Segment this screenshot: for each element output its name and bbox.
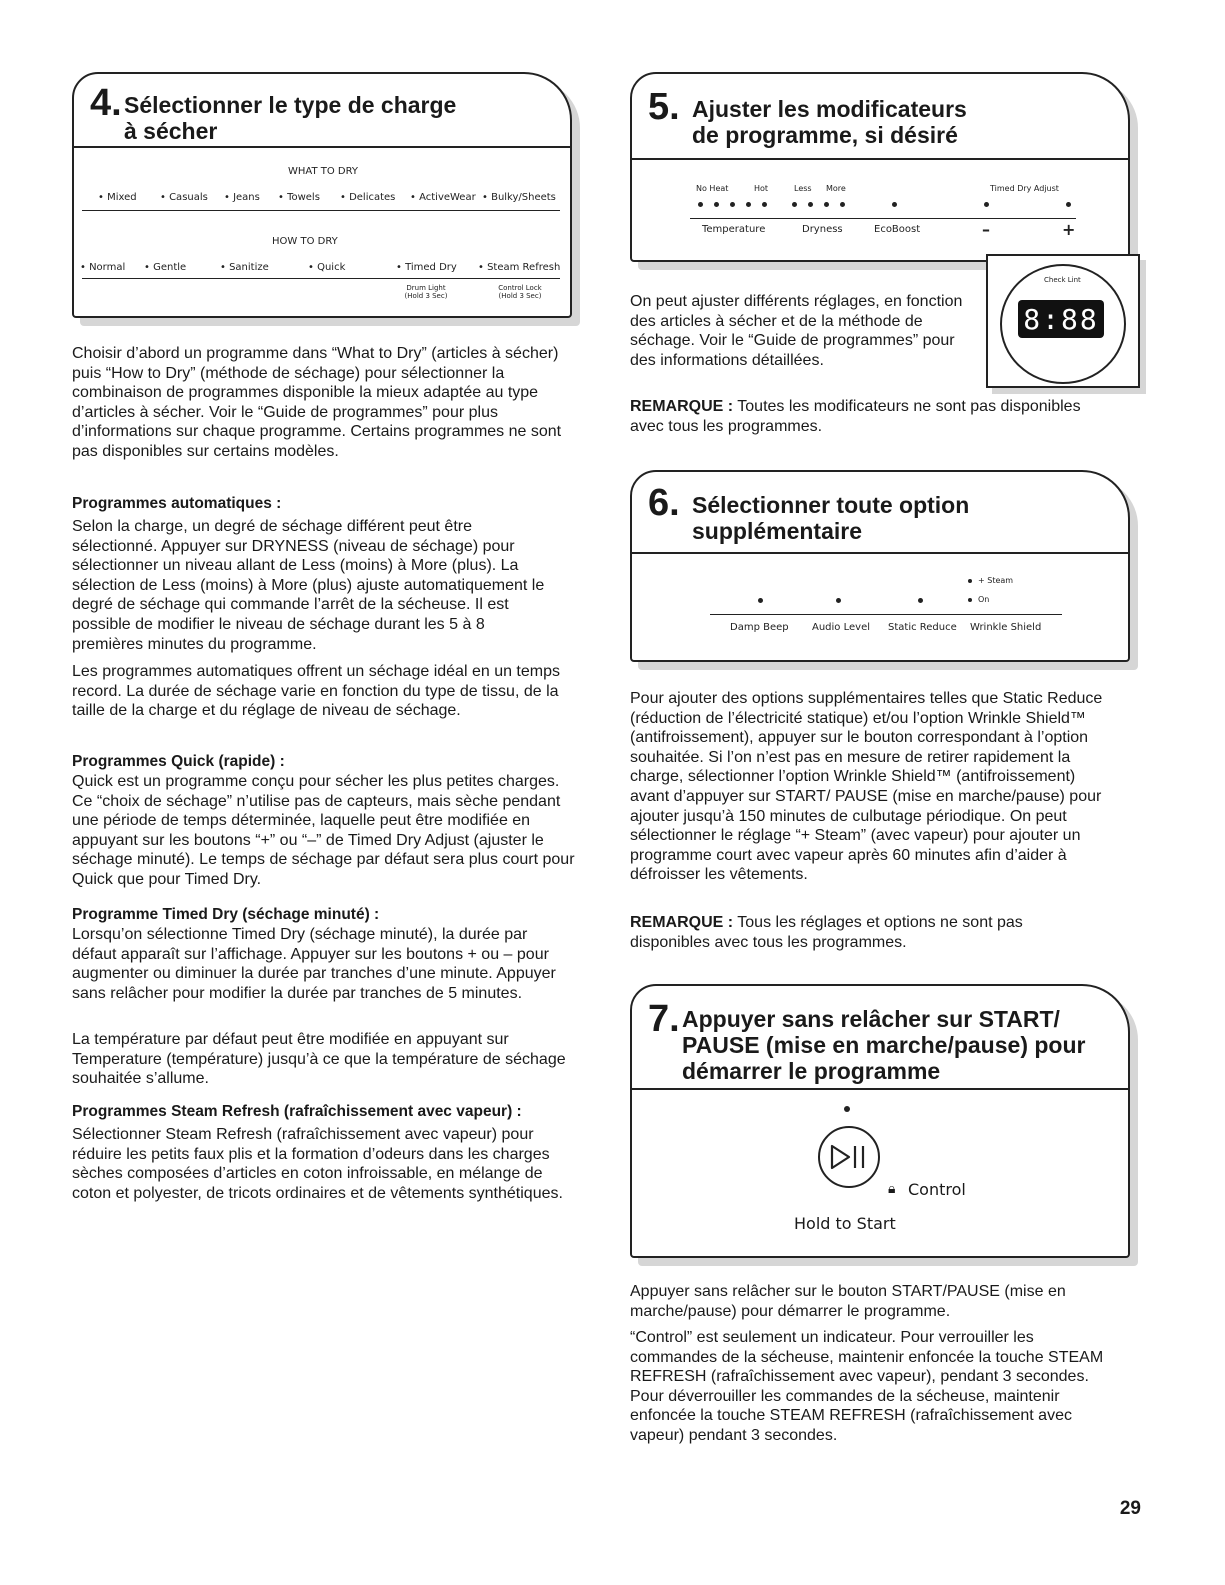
how-to-dry-rule [82,278,560,279]
step5-rule [690,218,1076,219]
auto-heading: Programmes automatiques : [72,495,282,512]
step7-title-line1: Appuyer sans relâcher sur START/ [682,1006,1060,1032]
damp-beep-dot [758,598,763,603]
step6-title-line1: Sélectionner toute option [692,492,970,518]
how-to-dry-quick[interactable]: • Quick [308,262,346,273]
what-to-dry-bulky[interactable]: • Bulky/Sheets [482,192,556,203]
timed-dry-adjust-label: Timed Dry Adjust [990,184,1059,193]
what-to-dry-label: WHAT TO DRY [288,166,359,177]
how-to-dry-label: HOW TO DRY [272,236,338,247]
quick-paragraph: Quick est un programme conçu pour sécher les plus petites charges. Ce “choix de séchage” n’utilise pas de capteurs, mais sèche pendant une période de temps déterminée, laquelle peut être modifiée en appuyant sur les boutons “+” ou “–” de Timed Dry Adjust (ajuster le séchage minuté). Le temps de séchage par défaut sera plus court pour Quick que pour Timed Dry. [72,773,575,888]
temperature-button[interactable]: Temperature [702,224,766,235]
dry-dot-3 [824,202,829,207]
hold-to-start-label: Hold to Start [794,1214,896,1233]
play-pause-icon [829,1142,869,1172]
step6-header [632,472,1128,554]
step7-title-line3: démarrer le programme [682,1058,941,1084]
what-to-dry-casuals[interactable]: • Casuals [160,192,208,203]
step7-box [630,984,1130,1258]
temp-dot-5 [762,202,767,207]
step5-box [630,72,1130,262]
steam-paragraph: Sélectionner Steam Refresh (rafraîchissement avec vapeur) pour réduire les petits faux plis et la formation d’odeurs dans les charges sèches composées d’articles en coton infroissable, en mélange de coton et polyester, de tricots ordinaires et de vêtements synthétiques. [72,1126,563,1202]
temp-dot-1 [698,202,703,207]
step6-note: REMARQUE : Tous les réglages et options ne sont pas disponibles avec tous les programmes. [630,914,1023,951]
audio-level-dot [836,598,841,603]
step4-title-line2: à sécher [124,118,218,144]
what-to-dry-towels[interactable]: • Towels [278,192,320,203]
plus-dot [1066,202,1071,207]
what-to-dry-jeans[interactable]: • Jeans [224,192,260,203]
dryness-button[interactable]: Dryness [802,224,843,235]
more-label: More [826,184,846,193]
timed-paragraph1: Lorsqu’on sélectionne Timed Dry (séchage minuté), la durée par défaut apparaît sur l’affichage. Appuyer sur les boutons + ou – pour augmenter ou diminuer la durée par tranches d’une minute. Appuyer sans relâcher pour modifier la durée par tranches de 5 minutes. [72,926,556,1002]
what-to-dry-delicates[interactable]: • Delicates [340,192,396,203]
temp-dot-2 [714,202,719,207]
step6-box [630,470,1130,662]
plus-steam-label: + Steam [978,576,1014,585]
plus-button[interactable]: + [1062,220,1076,239]
what-to-dry-mixed[interactable]: • Mixed [98,192,137,203]
step7-number: 7. [648,998,680,1040]
display-digits: 8:88 [1023,302,1099,336]
step4-box [72,72,572,318]
step4-header [74,74,570,148]
check-lint-inset [986,254,1140,388]
step7-title-line2: PAUSE (mise en marche/pause) pour [682,1032,1086,1058]
step5-title-line2: de programme, si désiré [692,122,958,148]
how-to-dry-sanitize[interactable]: • Sanitize [220,262,269,273]
digital-display [1018,300,1104,338]
control-label: Control [908,1180,966,1199]
step7-body1: Appuyer sans relâcher sur le bouton START/PAUSE (mise en marche/pause) pour démarrer le programme. [630,1283,1066,1320]
auto-paragraph2: Les programmes automatiques offrent un séchage idéal en un temps record. La durée de séchage varie en fonction du type de tissu, de la taille de la charge et du réglage de niveau de séchage. [72,663,560,720]
how-to-dry-gentle[interactable]: • Gentle [144,262,187,273]
step6-body: Pour ajouter des options supplémentaires telles que Static Reduce (réduction de l’électricité statique) et/ou l’option Wrinkle Shield™ (antifroissement), appuyer sur le bouton correspondant à l’option souhaitée. Si l’on n’est pas en mesure de retirer rapidement la charge, sélectionner l’option Wrinkle Shield™ (antifroissement) avant d’appuyer sur START/ PAUSE (mise en marche/pause) pour ajouter jusqu’à 150 minutes de culbutage périodique. On peut sélectionner le réglage “+ Steam” (avec vapeur) pour ajouter un programme court avec vapeur après 60 minutes afin d’aider à défroisser les vêtements. [630,690,1103,884]
how-to-dry-normal[interactable]: • Normal [80,262,126,273]
minus-button[interactable]: – [982,220,990,239]
what-to-dry-activewear[interactable]: • ActiveWear [410,192,476,203]
what-to-dry-rule [82,210,560,211]
page-number: 29 [1119,1498,1141,1519]
dry-dot-1 [792,202,797,207]
timed-heading: Programme Timed Dry (séchage minuté) : [72,906,380,923]
how-to-dry-steam-refresh[interactable]: • Steam Refresh [478,262,561,273]
control-lock-label: Control Lock (Hold 3 Sec) [498,284,542,300]
how-to-dry-timed[interactable]: • Timed Dry [396,262,457,273]
minus-dot [984,202,989,207]
plus-steam-dot [968,579,972,583]
lock-icon: 🔒︎ [888,1180,896,1196]
wrinkle-on-dot [968,598,972,602]
step7-header [632,986,1128,1090]
start-pause-button[interactable] [818,1126,880,1188]
dry-dot-4 [840,202,845,207]
hot-label: Hot [754,184,769,193]
auto-paragraph1: Selon la charge, un degré de séchage différent peut être sélectionné. Appuyer sur DRYNESS (niveau de séchage) pour sélectionner un niveau allant de Less (moins) à More (plus). La sélection de Less (moins) à More (plus) ajuste automatiquement le degré de séchage qui commande l’arrêt de la sécheuse. Il est possible de modifier le niveau de séchage durant les 5 à 8 premières minutes du programme. [72,518,545,653]
temp-dot-4 [746,202,751,207]
steam-heading: Programmes Steam Refresh (rafraîchissement avec vapeur) : [72,1103,522,1120]
less-label: Less [794,184,812,193]
quick-heading: Programmes Quick (rapide) : [72,753,285,770]
wrinkle-shield-button[interactable]: Wrinkle Shield [970,622,1042,633]
ecoboost-dot [892,202,897,207]
step5-body: On peut ajuster différents réglages, en fonction des articles à sécher et de la méthode de séchage. Voir le “Guide de programmes” pour des informations détaillées. [630,293,963,369]
step4-title-line1: Sélectionner le type de charge [124,92,457,118]
dry-dot-2 [808,202,813,207]
start-indicator-dot [844,1106,850,1112]
drum-light-label: Drum Light (Hold 3 Sec) [404,284,448,300]
check-lint-label: Check Lint [1044,276,1081,284]
audio-level-button[interactable]: Audio Level [812,622,870,633]
step5-number: 5. [648,86,680,128]
ecoboost-button[interactable]: EcoBoost [874,224,921,235]
no-heat-label: No Heat [696,184,729,193]
step5-note: REMARQUE : Toutes les modificateurs ne sont pas disponibles avec tous les programmes. [630,398,1081,435]
step5-header [632,74,1128,160]
step6-rule [710,614,1062,615]
step6-number: 6. [648,482,680,524]
timed-paragraph2: La température par défaut peut être modifiée en appuyant sur Temperature (température) jusqu’à ce que la température de séchage souhaitée s’allume. [72,1031,566,1088]
static-reduce-button[interactable]: Static Reduce [888,622,957,633]
static-reduce-dot [918,598,923,603]
step4-intro: Choisir d’abord un programme dans “What to Dry” (articles à sécher) puis “How to Dry” (méthode de séchage) pour sélectionner la combinaison de programmes disponible la mieux adaptée au type d’articles à sécher. Voir le “Guide de programmes” pour plus d’informations sur chaque programme. Certains programmes ne sont pas disponibles sur certains modèles. [72,345,562,460]
damp-beep-button[interactable]: Damp Beep [730,622,789,633]
step7-body2: “Control” est seulement un indicateur. Pour verrouiller les commandes de la sécheuse, maintenir enfoncée la touche STEAM REFRESH (rafraîchissement avec vapeur), pendant 3 secondes. Pour déverrouiller les commandes de la sécheuse, maintenir enfoncée la touche STEAM REFRESH (rafraîchissement avec vapeur) pendant 3 secondes. [630,1329,1104,1444]
step4-number: 4. [90,82,122,124]
on-label: On [978,595,990,604]
step6-title-line2: supplémentaire [692,518,862,544]
temp-dot-3 [730,202,735,207]
step5-title-line1: Ajuster les modificateurs [692,96,967,122]
